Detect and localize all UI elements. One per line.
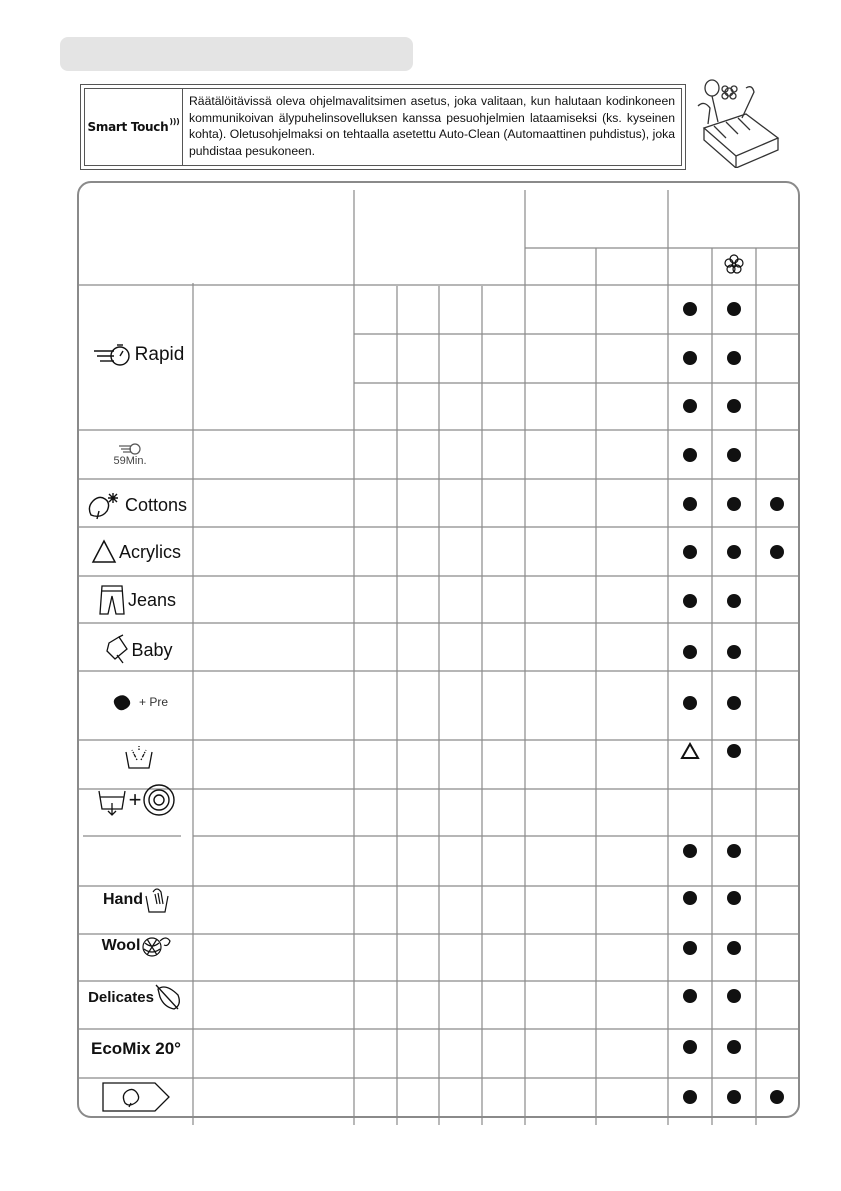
dot-marker (727, 1090, 741, 1104)
dot-marker (727, 844, 741, 858)
dot-marker (683, 497, 697, 511)
dot-marker (727, 497, 741, 511)
section-title-bar (60, 37, 413, 71)
dot-marker (727, 696, 741, 710)
dot-marker (727, 351, 741, 365)
prewash-icon: + Pre (100, 688, 180, 716)
smart-touch-description: Räätälöitävissä oleva ohjelmavalitsimen asetus, joka valitaan, kun halutaan kodinkoneen kommunikoivan älypuhelinsovelluksen kanssa pesuohjelmien lataamiseksi (ks. kyseinen kohta). Oletusohjelmaksi on tehtaalla asetettu Auto-Clean (Automaattinen puhdistus), joka puhdistaa pesukoneen. (189, 94, 675, 158)
drain-spin-icon: + (86, 780, 186, 820)
smart-touch-label: Smart Touch ))) (85, 89, 183, 165)
cotton-eco-icon (100, 1081, 172, 1113)
dot-marker (683, 696, 697, 710)
59min-icon: 59Min. (100, 438, 160, 470)
dot-marker (683, 594, 697, 608)
dot-marker (683, 891, 697, 905)
dot-marker (727, 448, 741, 462)
acrylics-icon: Acrylics (84, 534, 188, 570)
dot-marker (727, 744, 741, 758)
ecomix-icon: EcoMix 20° (91, 1039, 181, 1058)
dot-marker (727, 594, 741, 608)
dot-marker (727, 545, 741, 559)
delicates-icon: Delicates (80, 980, 192, 1014)
dot-marker (727, 1040, 741, 1054)
dot-marker (770, 497, 784, 511)
baby-icon: Baby (94, 632, 180, 668)
jeans-icon: Jeans (86, 582, 186, 618)
dot-marker (683, 302, 697, 316)
dot-marker (683, 989, 697, 1003)
dot-marker (770, 545, 784, 559)
wifi-waves-icon: ))) (169, 116, 180, 126)
dot-marker (683, 1090, 697, 1104)
dot-marker (683, 1040, 697, 1054)
triangle-marker (680, 742, 700, 760)
dot-marker (727, 941, 741, 955)
detergent-drawer-illustration (696, 78, 780, 168)
dot-marker (727, 891, 741, 905)
dot-marker (727, 645, 741, 659)
dot-marker (683, 844, 697, 858)
rinse-icon (120, 742, 158, 772)
dot-marker (683, 448, 697, 462)
dot-marker (683, 545, 697, 559)
dot-marker (770, 1090, 784, 1104)
dot-marker (683, 351, 697, 365)
flower-icon (722, 252, 746, 276)
rapid-icon: Rapid (86, 335, 190, 375)
cottons-icon: Cottons (80, 486, 192, 524)
dot-marker (683, 941, 697, 955)
hand-wash-icon: Hand (94, 884, 180, 916)
wool-icon: Wool (94, 930, 180, 962)
dot-marker (727, 399, 741, 413)
dot-marker (727, 989, 741, 1003)
dot-marker (727, 302, 741, 316)
dot-marker (683, 399, 697, 413)
smart-touch-box (80, 84, 686, 170)
dot-marker (683, 645, 697, 659)
